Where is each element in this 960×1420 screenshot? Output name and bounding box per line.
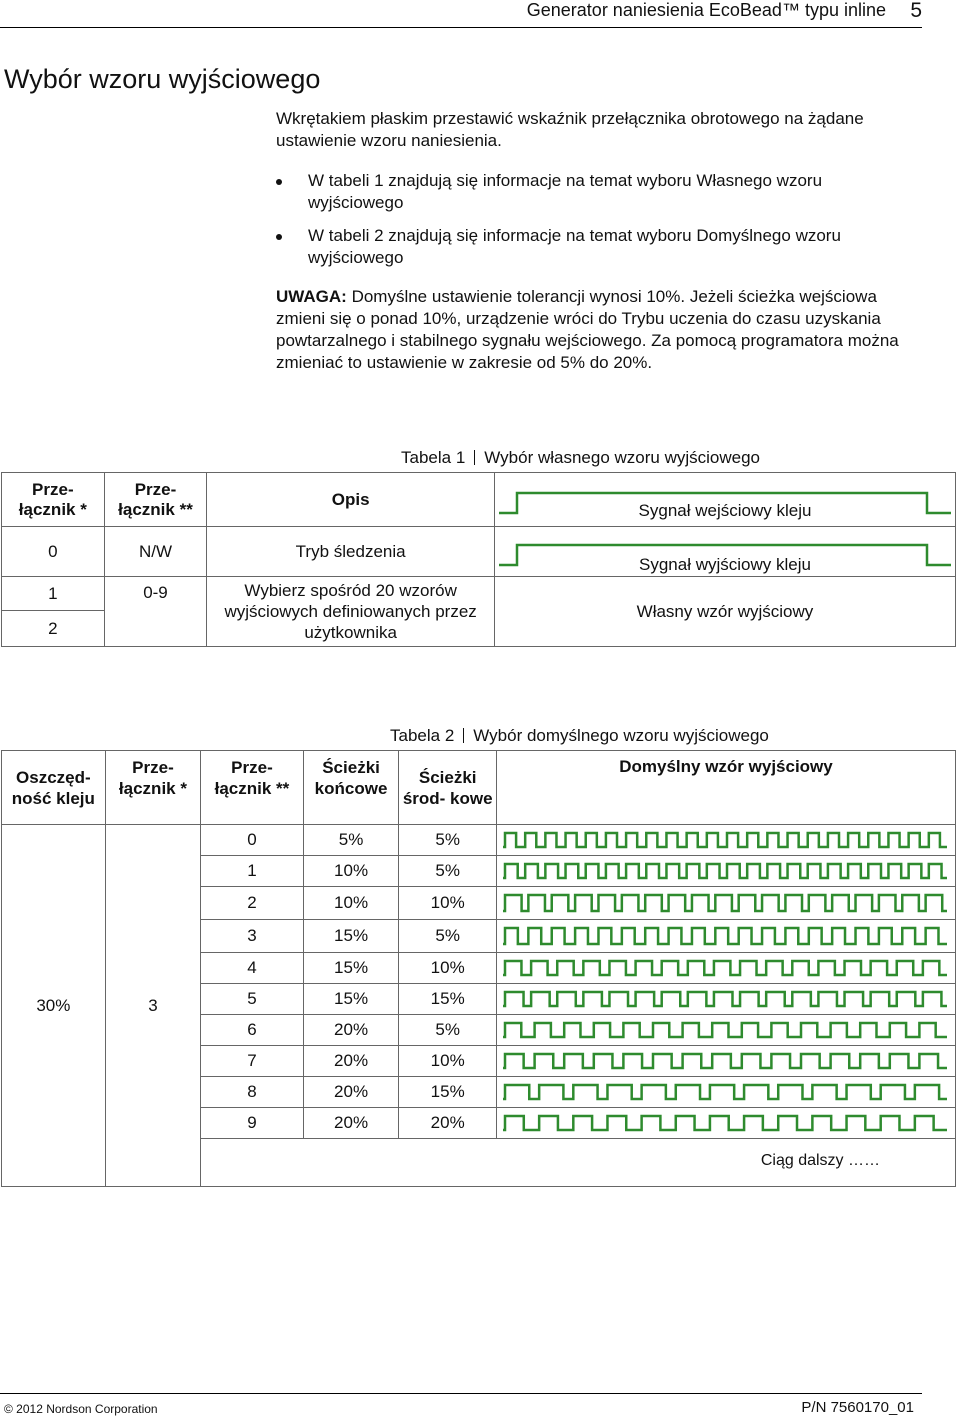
pattern-wave xyxy=(497,1108,955,1138)
table-cell: 20% xyxy=(303,1015,399,1046)
continued-label: Ciąg dalszy …… xyxy=(760,1152,880,1169)
table-cell: 15% xyxy=(303,920,399,953)
table-cell: 15% xyxy=(303,984,399,1015)
table-cell: 15% xyxy=(303,953,399,984)
page-number: 5 xyxy=(910,0,922,22)
table-cell: 20% xyxy=(303,1046,399,1077)
pattern-cell xyxy=(496,887,955,920)
bullet-icon xyxy=(276,234,282,240)
pattern-cell xyxy=(496,920,955,953)
pattern-cell xyxy=(496,1015,955,1046)
footer-copyright: © 2012 Nordson Corporation xyxy=(4,1402,158,1416)
table-cell: 5% xyxy=(303,825,399,856)
bullet-text: W tabeli 1 znajdują się informacje na temat wyboru Własnego wzoru wyjściowego xyxy=(308,171,823,212)
table-cell: 0 xyxy=(201,825,303,856)
t2-header-switch2: Prze- łącznik ** xyxy=(201,751,303,825)
pattern-trace xyxy=(503,895,947,911)
pattern-wave xyxy=(497,953,955,983)
pattern-cell xyxy=(496,984,955,1015)
note-text: Domyślne ustawienie tolerancji wynosi 10%. Jeżeli ścieżka wejściowa zmieni się o ponad 10%, urządzenie wróci do Trybu uczenia do czasu uzyskania powtarzalnego i stabilnego sygnału wejściowego. Za pomocą programatora można zmieniać to ustawienie w zakresie od 5% do 20%. xyxy=(276,287,899,372)
table-cell: 20% xyxy=(399,1108,497,1139)
table-cell: 5% xyxy=(399,856,497,887)
table2-caption xyxy=(390,726,769,746)
switch1-cell: 3 xyxy=(105,825,201,1187)
table-cell: 7 xyxy=(201,1046,303,1077)
table-cell: 6 xyxy=(201,1015,303,1046)
table-cell: 4 xyxy=(201,953,303,984)
footer-part-number: P/N 7560170_01 xyxy=(801,1399,914,1416)
t1-header-switch1: Prze- łącznik * xyxy=(2,473,105,527)
pattern-wave xyxy=(497,1015,955,1045)
table-cell: 1 xyxy=(2,577,105,611)
table-cell: 5% xyxy=(399,825,497,856)
t2-header-end: Ścieżki końcowe xyxy=(303,751,399,825)
t2-header-mid: Ścieżki środ- kowe xyxy=(399,751,497,825)
table-cell: 0 xyxy=(2,527,105,577)
pattern-cell xyxy=(496,856,955,887)
table-cell: 0-9 xyxy=(104,577,207,647)
bullet-text: W tabeli 2 znajdują się informacje na temat wyboru Domyślnego wzoru wyjściowego xyxy=(308,226,841,267)
pattern-cell xyxy=(496,1108,955,1139)
t1-header-desc: Opis xyxy=(207,473,495,527)
table-cell: 5% xyxy=(399,920,497,953)
custom-pattern-cell: Własny wzór wyjściowy xyxy=(494,577,955,647)
table-cell: 3 xyxy=(201,920,303,953)
pattern-trace xyxy=(503,1116,947,1130)
pattern-wave xyxy=(497,984,955,1014)
pattern-trace xyxy=(503,864,947,878)
table-cell: 10% xyxy=(399,887,497,920)
table2-caption-label: Tabela 2 xyxy=(390,726,455,745)
table1-caption xyxy=(401,448,760,468)
input-signal-label: Sygnał wejściowy kleju xyxy=(638,501,812,520)
table-cell: 5% xyxy=(399,1015,497,1046)
t2-header-pattern: Domyślny wzór wyjściowy xyxy=(496,751,955,825)
table-cell: 1 xyxy=(201,856,303,887)
table1-caption-text: Wybór własnego wzoru wyjściowego xyxy=(484,448,761,467)
note-label: UWAGA: xyxy=(276,287,347,306)
table-cell: N/W xyxy=(104,527,207,577)
table-cell: 15% xyxy=(399,984,497,1015)
pattern-trace xyxy=(503,928,947,944)
section-title: Wybór wzoru wyjściowego xyxy=(4,64,321,94)
table-cell: 2 xyxy=(2,611,105,647)
table-cell: 10% xyxy=(303,887,399,920)
pattern-cell xyxy=(496,1077,955,1108)
pattern-wave xyxy=(497,825,955,855)
output-signal-label: Sygnał wyjściowy kleju xyxy=(639,555,811,574)
table1-caption-label: Tabela 1 xyxy=(401,448,466,467)
table-cell: 10% xyxy=(399,953,497,984)
header-title: Generator naniesienia EcoBead™ typu inline xyxy=(526,0,886,20)
pattern-cell xyxy=(496,1046,955,1077)
t1-header-switch2: Prze- łącznik ** xyxy=(104,473,207,527)
pattern-cell xyxy=(496,825,955,856)
table2-caption-text: Wybór domyślnego wzoru wyjściowego xyxy=(473,726,769,745)
table1 xyxy=(1,472,956,647)
table-cell: 8 xyxy=(201,1077,303,1108)
table-cell: 9 xyxy=(201,1108,303,1139)
pattern-cell xyxy=(496,953,955,984)
pattern-trace xyxy=(503,833,947,847)
table-cell: 20% xyxy=(303,1077,399,1108)
pattern-wave xyxy=(497,920,955,952)
table-cell: 2 xyxy=(201,887,303,920)
table-cell: Tryb śledzenia xyxy=(207,527,495,577)
table-cell: Wybierz spośród 20 wzorów wyjściowych definiowanych przez użytkownika xyxy=(207,577,495,647)
pattern-wave xyxy=(497,856,955,886)
pattern-trace xyxy=(503,1054,947,1068)
table-cell: 10% xyxy=(399,1046,497,1077)
table-cell: 20% xyxy=(303,1108,399,1139)
t2-header-savings: Oszczęd- ność kleju xyxy=(2,751,106,825)
pattern-wave xyxy=(497,1046,955,1076)
intro-paragraph: Wkrętakiem płaskim przestawić wskaźnik przełącznika obrotowego na żądane ustawienie wzoru naniesienia. xyxy=(276,109,864,150)
table-cell: 10% xyxy=(303,856,399,887)
table2 xyxy=(1,750,956,1187)
t2-header-switch1: Prze- łącznik * xyxy=(105,751,201,825)
table-row xyxy=(2,825,956,856)
footer-rule xyxy=(0,1393,922,1394)
pattern-wave xyxy=(497,887,955,919)
pattern-trace xyxy=(503,992,947,1006)
bullet-icon xyxy=(276,179,282,185)
table-cell: 5 xyxy=(201,984,303,1015)
pattern-wave xyxy=(497,1077,955,1107)
input-signal-cell xyxy=(494,473,955,527)
table-cell: 15% xyxy=(399,1077,497,1108)
header-rule xyxy=(0,27,922,28)
pattern-trace xyxy=(503,1085,947,1099)
pattern-trace xyxy=(503,961,947,975)
note-paragraph xyxy=(276,286,906,374)
pattern-trace xyxy=(503,1023,947,1037)
output-signal-cell xyxy=(494,527,955,577)
savings-cell: 30% xyxy=(2,825,106,1187)
